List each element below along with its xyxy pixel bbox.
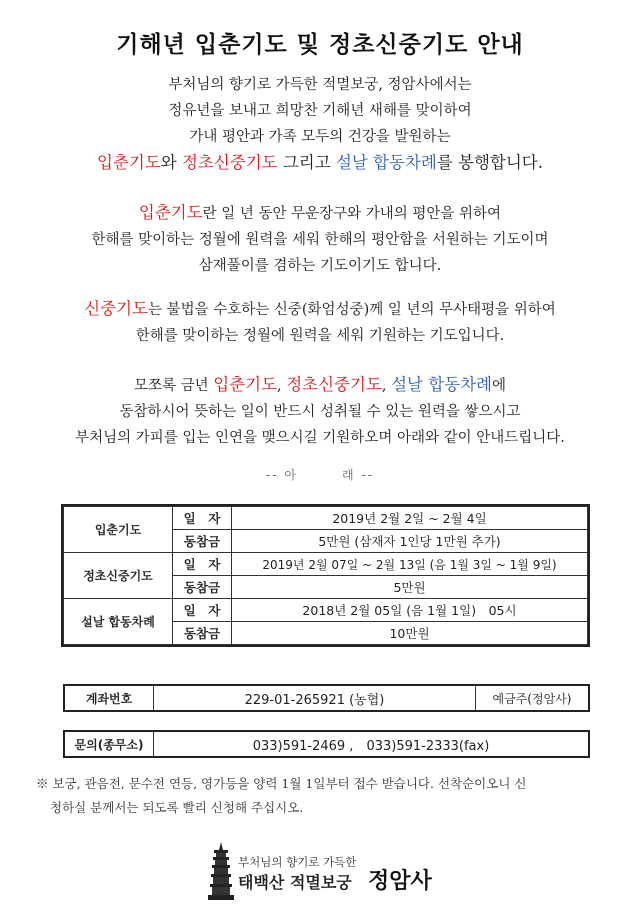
fee-label: 동참금 bbox=[173, 622, 232, 645]
comma: , bbox=[381, 378, 392, 394]
prayer-name: 정초신중기도 bbox=[64, 553, 173, 599]
contact-phones: 033)591-2469 , 033)591-2333(fax) bbox=[252, 738, 490, 754]
separator-left: -- 아 bbox=[265, 468, 298, 482]
pagoda-icon bbox=[208, 842, 234, 902]
closing-line: 동참하시어 뜻하는 일이 반드시 성취될 수 있는 원력을 쌓으시고 bbox=[119, 404, 521, 420]
seollal-term: 설날 합동차례 bbox=[391, 375, 492, 394]
date-label: 일 자 bbox=[173, 507, 232, 530]
prayer-name: 설날 합동차례 bbox=[64, 599, 173, 645]
table-row bbox=[64, 599, 588, 622]
closing-paragraph bbox=[10, 372, 630, 451]
table-row bbox=[64, 507, 588, 530]
separator-right: 래 -- bbox=[342, 468, 375, 482]
notice bbox=[36, 772, 616, 820]
comma: , bbox=[277, 378, 287, 394]
desc-text: 란 일 년 동안 무운장구와 가내의 평안을 위하여 bbox=[202, 206, 502, 222]
account-label: 계좌번호 bbox=[65, 686, 154, 710]
intro-text: 를 봉행합니다. bbox=[436, 153, 543, 172]
intro-text: 와 bbox=[160, 153, 182, 172]
contact-label: 문의(종무소) bbox=[65, 732, 154, 756]
sinjung-description bbox=[10, 296, 630, 349]
account-box bbox=[63, 684, 590, 712]
intro-line: 부처님의 향기로 가득한 적멸보궁, 정암사에서는 bbox=[168, 77, 472, 93]
closing-text: 모쪼록 금년 bbox=[133, 378, 214, 394]
separator bbox=[0, 466, 640, 483]
ipchun-description bbox=[10, 200, 630, 279]
seollal-highlight: 설날 합동차례 bbox=[335, 153, 437, 172]
desc-line: 한해를 맞이하는 정월에 원력을 세워 기원하는 기도입니다. bbox=[135, 328, 505, 344]
fee-label: 동참금 bbox=[173, 576, 232, 599]
logo-temple-name: 정암사 bbox=[368, 869, 432, 894]
desc-text: 는 불법을 수호하는 신중(화엄성중)께 일 년의 무사태평을 위하여 bbox=[148, 302, 556, 318]
table-row bbox=[64, 553, 588, 576]
desc-line bbox=[10, 296, 630, 323]
date-label: 일 자 bbox=[173, 599, 232, 622]
sinjung-term: 정초신중기도 bbox=[286, 375, 382, 394]
date-value: 2018년 2월 05일 (음 1월 1일) 05시 bbox=[232, 599, 588, 622]
logo-brand: 태백산 적멸보궁 bbox=[238, 873, 352, 892]
notice-line: 청하실 분께서는 되도록 빨리 신청해 주십시오. bbox=[50, 800, 304, 815]
desc-line: 한해를 맞이하는 정월에 원력을 세워 한해의 평안함을 서원하는 기도이며 bbox=[91, 232, 549, 248]
intro-line: 정유년을 보내고 희망찬 기해년 새해를 맞이하여 bbox=[168, 103, 472, 119]
intro-line-highlight bbox=[10, 150, 630, 176]
intro-text: 그리고 bbox=[277, 153, 336, 172]
temple-logo bbox=[208, 842, 468, 902]
intro-paragraph bbox=[10, 72, 630, 176]
ipchun-term: 입춘기도 bbox=[138, 203, 203, 222]
ipchun-highlight: 입춘기도 bbox=[97, 153, 161, 172]
page-title: 기해년 입춘기도 및 정초신중기도 안내 bbox=[116, 32, 524, 58]
contact-box bbox=[63, 730, 590, 758]
account-holder: 예금주(정암사) bbox=[475, 686, 588, 710]
date-value: 2019년 2월 07일 ~ 2월 13일 (음 1월 3일 ~ 1월 9일) bbox=[232, 553, 588, 576]
notice-line: ※ 보궁, 관음전, 문수전 연등, 영가등을 양력 1월 1일부터 접수 받습니다. 선착순이오니 신 bbox=[36, 776, 527, 791]
closing-line bbox=[10, 372, 630, 399]
fee-label: 동참금 bbox=[173, 530, 232, 553]
desc-line: 삼재풀이를 겸하는 기도이기도 합니다. bbox=[198, 258, 442, 274]
fee-value: 5만원 bbox=[232, 576, 588, 599]
logo-slogan: 부처님의 향기로 가득한 bbox=[238, 855, 357, 869]
closing-text: 에 bbox=[491, 378, 506, 394]
intro-line: 가내 평안과 가족 모두의 건강을 발원하는 bbox=[189, 129, 451, 145]
fee-value: 5만원 (삼재자 1인당 1만원 추가) bbox=[232, 530, 588, 553]
closing-line: 부처님의 가피를 입는 인연을 맺으시길 기원하오며 아래와 같이 안내드립니다. bbox=[75, 430, 565, 446]
prayer-name: 입춘기도 bbox=[64, 507, 173, 553]
date-value: 2019년 2월 2일 ~ 2월 4일 bbox=[232, 507, 588, 530]
desc-line bbox=[10, 200, 630, 227]
sinjung-term: 신중기도 bbox=[84, 299, 148, 318]
date-label: 일 자 bbox=[173, 553, 232, 576]
schedule-table bbox=[63, 506, 588, 645]
fee-value: 10만원 bbox=[232, 622, 588, 645]
account-number: 229-01-265921 (농협) bbox=[244, 692, 385, 708]
sinjung-highlight: 정초신중기도 bbox=[181, 153, 278, 172]
ipchun-term: 입춘기도 bbox=[213, 375, 278, 394]
